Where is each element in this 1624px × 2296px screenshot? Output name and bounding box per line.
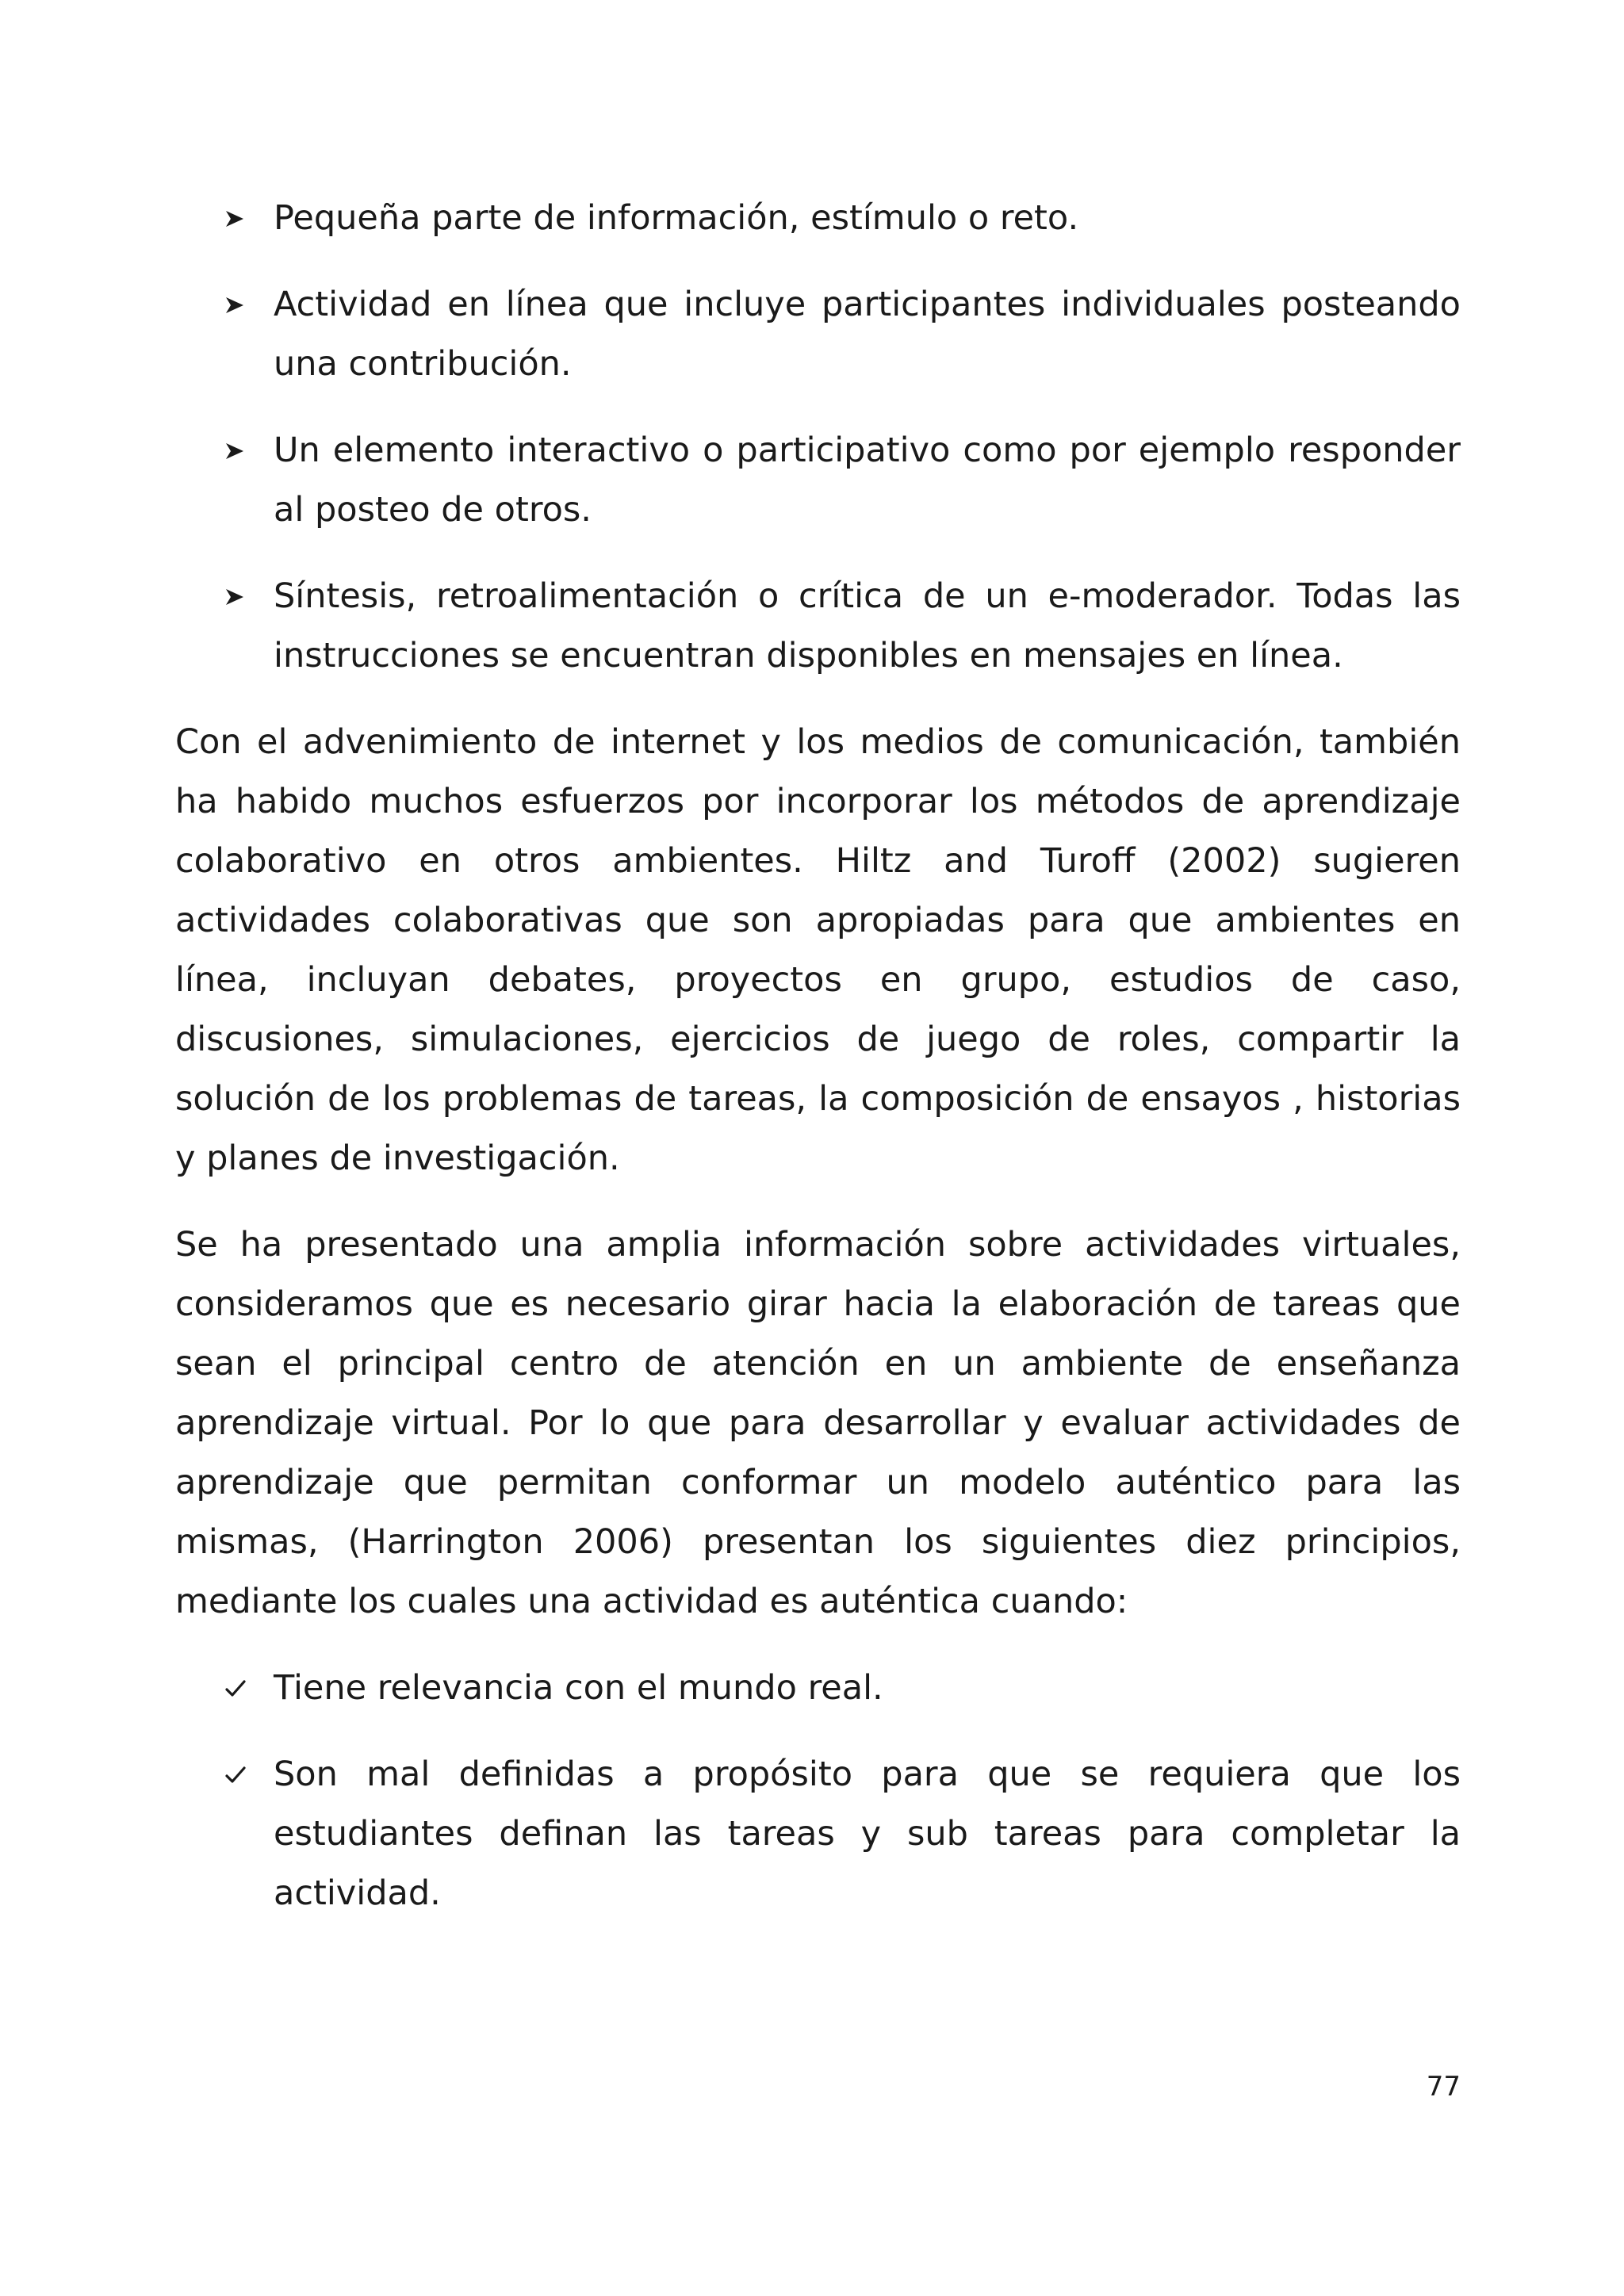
checkmark-icon [224, 1659, 256, 1718]
check-list-item [175, 1745, 1461, 1923]
arrow-list-item [175, 567, 1461, 686]
arrowhead-icon [224, 189, 256, 248]
check-list-item-text: Son mal definidas a propósito para que se requiera que los estudiantes definan las tareas y sub tareas para completar la actividad. [274, 1755, 1461, 1913]
check-list-item [175, 1659, 1461, 1718]
arrow-list-item-text: Síntesis, retroalimentación o crítica de un e-moderador. Todas las instrucciones se encuentran disponibles en mensajes en línea. [274, 576, 1461, 675]
body-paragraph: Se ha presentado una amplia información sobre actividades virtuales, consideramos que es necesario girar hacia la elaboración de tareas que sean el principal centro de atención en un ambiente de enseñanza aprendizaje virtual. Por lo que para desarrollar y evaluar actividades de aprendizaje que permitan conformar un modelo auténtico para las mismas, (Harrington 2006) presentan los siguientes diez principios, mediante los cuales una actividad es auténtica cuando: [175, 1225, 1461, 1621]
page-number: 77 [1426, 2071, 1461, 2103]
arrow-list-item [175, 421, 1461, 540]
arrow-list-item-text: Pequeña parte de información, estímulo o reto. [274, 198, 1079, 238]
arrowhead-icon [224, 275, 256, 335]
checkmark-icon [224, 1745, 256, 1804]
body-paragraph: Con el advenimiento de internet y los medios de comunicación, también ha habido muchos esfuerzos por incorporar los métodos de aprendizaje colaborativo en otros ambientes. Hiltz and Turoff (2002) sugieren actividades colaborativas que son apropiadas para que ambientes en línea, incluyan debates, proyectos en grupo, estudios de caso, discusiones, simulaciones, ejercicios de juego de roles, compartir la solución de los problemas de tareas, la composición de ensayos , historias y planes de investigación. [175, 722, 1461, 1178]
arrow-list-item [175, 275, 1461, 394]
page-body [175, 189, 1461, 1950]
arrow-list-item-text: Un elemento interactivo o participativo como por ejemplo responder al posteo de otros. [274, 430, 1461, 530]
arrow-bullet-list [175, 189, 1461, 686]
arrowhead-icon [224, 421, 256, 480]
check-list-item-text: Tiene relevancia con el mundo real. [274, 1668, 883, 1708]
arrow-list-item-text: Actividad en línea que incluye participantes individuales posteando una contribución. [274, 285, 1461, 384]
arrow-list-item [175, 189, 1461, 248]
check-bullet-list [175, 1659, 1461, 1923]
arrowhead-icon [224, 567, 256, 626]
